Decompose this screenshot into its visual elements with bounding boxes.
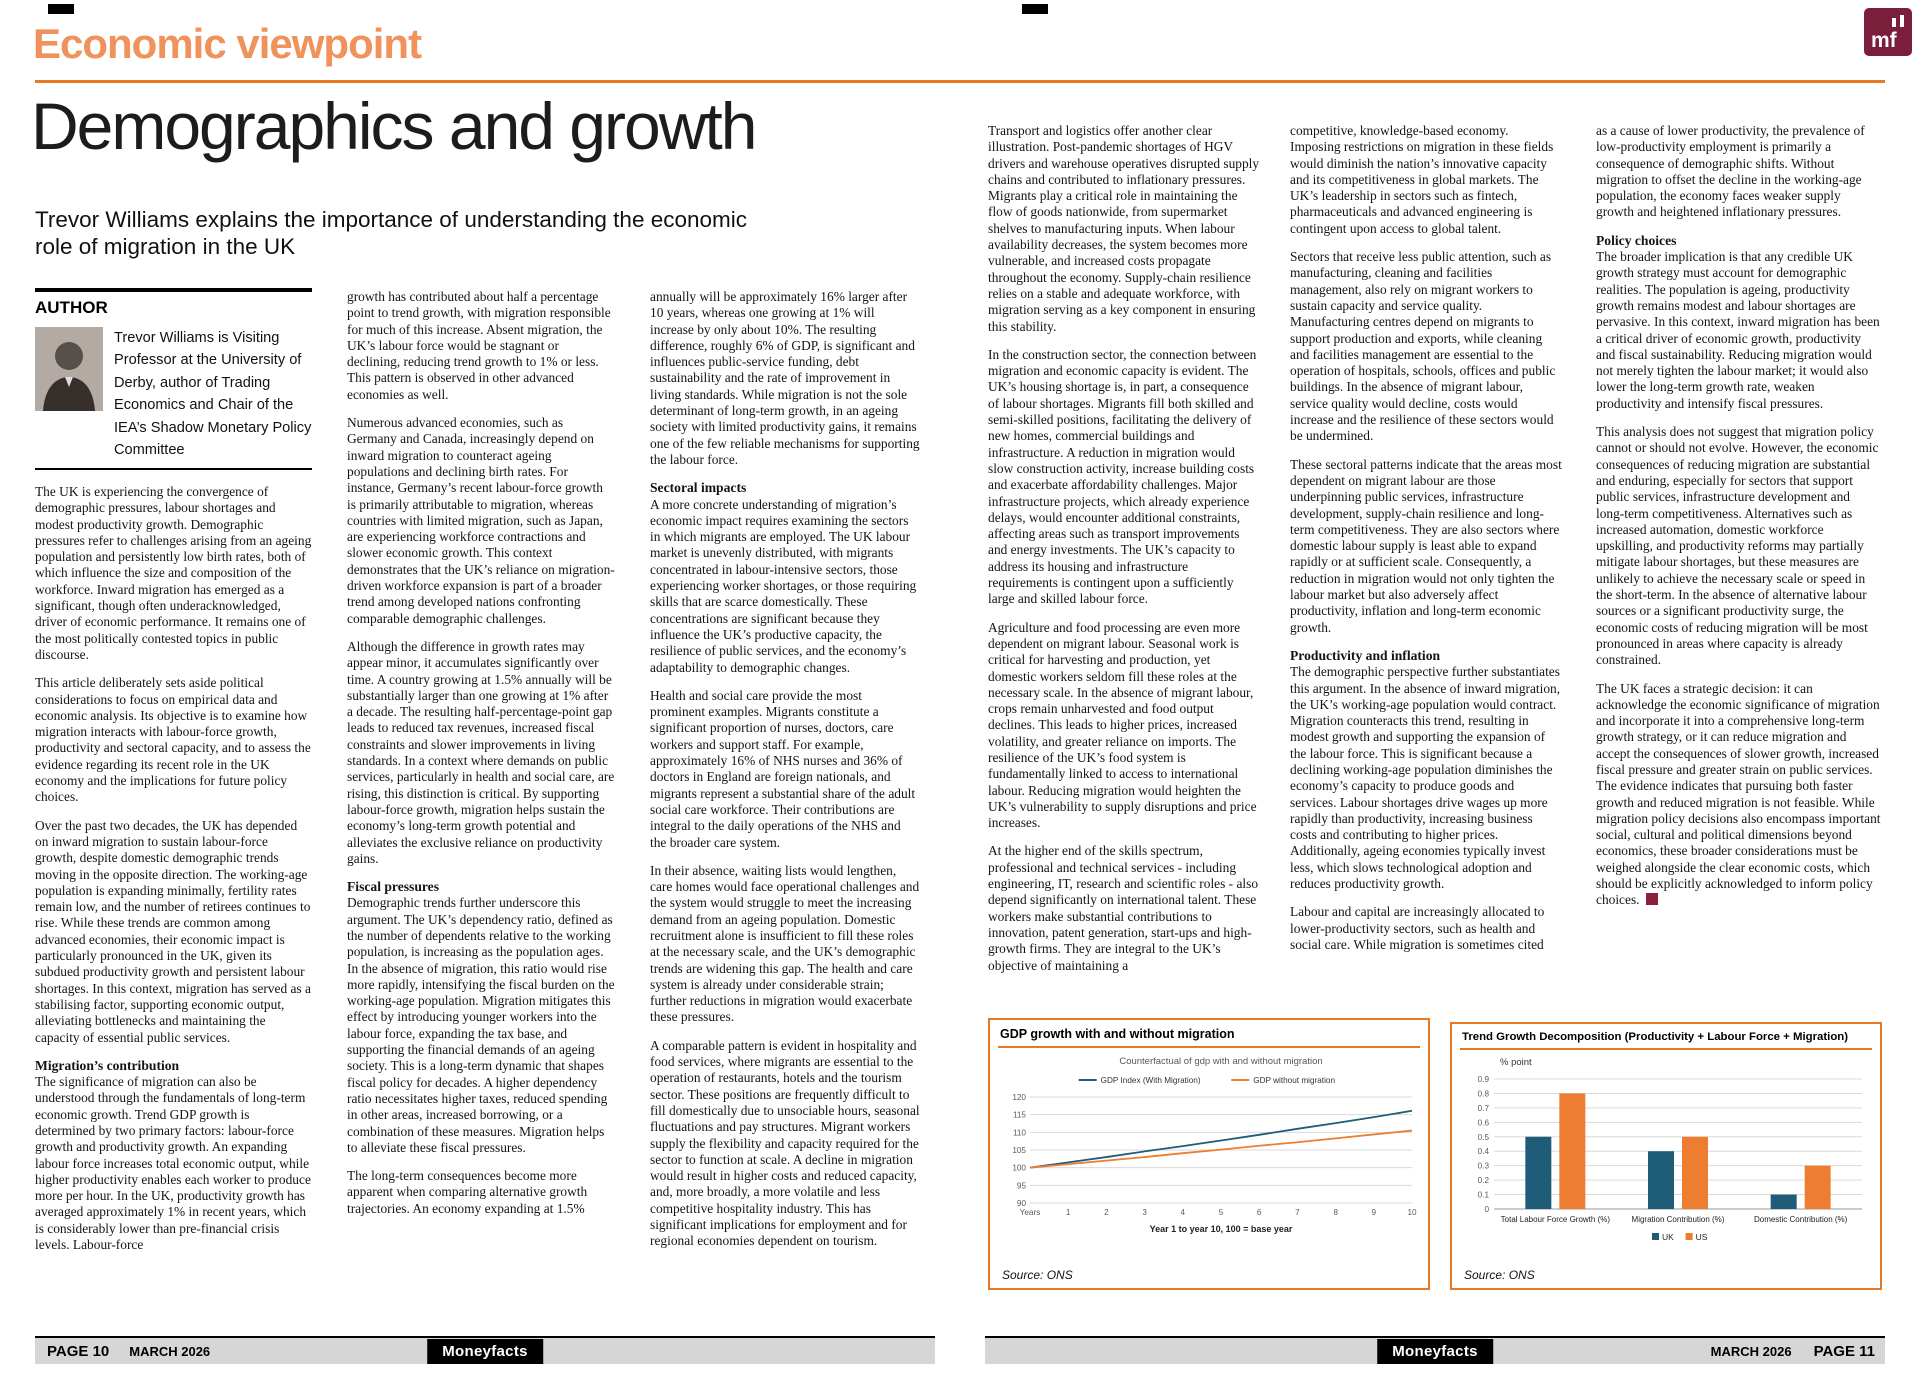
- masthead-rule: [35, 80, 1885, 83]
- svg-text:Counterfactual of gdp with and: Counterfactual of gdp with and without migration: [1119, 1056, 1323, 1067]
- article-paragraph: Numerous advanced economies, such as Germany and Canada, increasingly depend on inward migration to counteract ageing populations and declining birth rates. For instance, Germany’s recent labour-force growth is primarily attributable to migration, whereas countries with limited migration, such as Japan, are experiencing workforce contractions and slower economic growth. This context demonstrates that the UK’s reliance on migration-driven workforce expansion is part of a broader trend among developed nations confronting comparable demographic challenges.: [347, 415, 615, 626]
- svg-text:0.1: 0.1: [1477, 1190, 1489, 1200]
- svg-text:GDP Index (With Migration): GDP Index (With Migration): [1100, 1076, 1201, 1085]
- svg-text:95: 95: [1016, 1181, 1026, 1191]
- svg-text:UK: UK: [1662, 1232, 1674, 1242]
- trend-growth-bar-chart-panel: [1450, 1022, 1882, 1290]
- standfirst: Trevor Williams explains the importance of understanding the economic role of migration in the UK: [35, 207, 748, 259]
- svg-text:Years: Years: [1019, 1208, 1041, 1217]
- article-paragraph: In their absence, waiting lists would lengthen, care homes would face operational challenges and the system would struggle to meet the increasing demand from an ageing population. Domestic recruitment alone is insufficient to fill these roles at the necessary scale, and the UK’s demographic trends are widening this gap. The health and care system is already under considerable strain; further reductions in migration would exacerbate these pressures.: [650, 862, 920, 1025]
- article-paragraph: These sectoral patterns indicate that the areas most dependent on migrant labour are those underpinning public services, infrastructure development, supply-chain resilience and long-term competitiveness. They are also sectors where domestic labour supply is least able to expand rapidly or at sufficient scale. Consequently, a reduction in migration would not only tighten the labour market but also adversely affect productivity, inflation and long-term economic growth.: [1290, 456, 1562, 635]
- article-paragraph: The UK faces a strategic decision: it can acknowledge the economic significance of migration and incorporate it into a comprehensive long-term growth strategy, or it can reduce migration and accept the consequences of slower growth, increased fiscal pressure and greater strain on public services. The evidence indicates that pursuing both faster growth and reduced migration is not feasible. While migration policy decisions also encompass important social, cultural and political dimensions beyond economics, these broader considerations must be weighed alongside the clear economic costs, which should be explicitly acknowledged to inform policy choices.: [1596, 680, 1881, 908]
- article-column-4: [988, 123, 1260, 1015]
- issue-date: MARCH 2026: [129, 1343, 211, 1359]
- article-paragraph: A comparable pattern is evident in hospitality and food services, where migrants are essential to the operation of restaurants, hotels and the tourism sector. These positions are frequently difficult to fill domestically due to unsociable hours, seasonal fluctuations and pay structures. Migrant workers supply the flexibility and capacity required for the sector to function at scale. A decline in migration would result in higher costs and reduced capacity, and, more broadly, a more volatile and less competitive hospitality industry. This has significant implications for employment and for regional economies dependent on tourism.: [650, 1037, 920, 1249]
- svg-text:0.8: 0.8: [1477, 1089, 1489, 1099]
- line-chart-canvas: [996, 1051, 1422, 1249]
- svg-text:9: 9: [1371, 1208, 1377, 1217]
- article-paragraph: The long-term consequences become more apparent when comparing alternative growth trajectories. An economy expanding at 1.5%: [347, 1168, 588, 1216]
- article-subheading: Migration’s contribution: [35, 1057, 180, 1073]
- article-column-1: [35, 484, 312, 1330]
- svg-text:0.3: 0.3: [1477, 1161, 1489, 1171]
- issue-date: MARCH 2026: [1710, 1343, 1792, 1359]
- footer-left-page: [35, 1336, 935, 1364]
- svg-text:8: 8: [1333, 1208, 1338, 1217]
- moneyfacts-brand: Moneyfacts: [1377, 1339, 1493, 1364]
- article-paragraph: At the higher end of the skills spectrum, professional and technical services - including engineering, IT, research and scientific roles - also depend significantly on international talent. These workers make substantial contributions to innovation, patent generation, start-ups and high-growth firms. They are integral to the UK’s objective of maintaining a: [988, 843, 1259, 973]
- svg-text:90: 90: [1016, 1199, 1026, 1208]
- author-portrait-placeholder: [35, 327, 103, 411]
- page-number: PAGE 10: [47, 1342, 110, 1360]
- chart-source: Source: ONS: [1002, 1268, 1073, 1282]
- article-paragraph: Although the difference in growth rates may appear minor, it accumulates significantly over time. A country growing at 1.5% annually will be substantially larger than one growing at 1% after a decade. The resulting half-percentage-point gap leads to reduced tax revenues, increased fiscal constraints and slower improvements in living standards. In a context where demands on public services, particularly in health and social care, are rising, this distinction is critical. By supporting labour-force growth, migration helps sustain the economy’s long-term growth potential and alleviates the exclusive reliance on productivity gains.: [347, 638, 615, 866]
- svg-text:Migration Contribution (%): Migration Contribution (%): [1631, 1215, 1725, 1224]
- end-of-article-mark: [1646, 893, 1658, 905]
- article-paragraph: In the construction sector, the connection between migration and economic capacity is evident. The UK’s housing shortage is, in part, a consequence of labour shortages. Migrants fill both skilled and semi-skilled positions, facilitating the delivery of new homes, commercial buildings and infrastructure. A reduction in migration would slow construction activity, increase building costs and exacerbate affordability challenges. Major infrastructure projects, which already experience delays, would encounter additional constraints, affecting areas such as transport improvements and energy investments. The UK’s capacity to address its housing and infrastructure requirements is contingent upon a sufficiently large and skilled labour force.: [988, 346, 1257, 607]
- article-paragraph: Sectors that receive less public attention, such as manufacturing, cleaning and facilities management, also rely on migrant workers to sustain capacity and service quality. Manufacturing centres depend on migrants to support production and exports, while cleaning and facilities management are essential to the operation of hospitals, schools, offices and public buildings. In the absence of migrant labour, service quality would decline, costs would increase and the resilience of these sectors would be undermined.: [1290, 249, 1556, 444]
- article-paragraph: This article deliberately sets aside political considerations to focus on empirical data and economic analysis. Its objective is to examine how migration interacts with labour-force growth, productivity and sectoral capacity, and to assess the evidence regarding its recent role in the UK economy and the implications for future policy choices.: [35, 675, 311, 805]
- svg-text:0: 0: [1484, 1205, 1489, 1214]
- article-paragraph: Agriculture and food processing are even more dependent on migrant labour. Seasonal work is critical for harvesting and production, yet domestic workers seldom fill these roles at the necessary scale. In the absence of migrant labour, crops remain unharvested and food output declines. This leads to higher prices, increased volatility, and greater reliance on imports. The resilience of the UK’s food system is fundamentally linked to access to international labour. Reducing migration would heighten the UK’s vulnerability to supply disruptions and price increases.: [988, 619, 1257, 831]
- svg-text:0.4: 0.4: [1477, 1147, 1489, 1157]
- svg-text:GDP without migration: GDP without migration: [1253, 1076, 1336, 1085]
- article-paragraph: This analysis does not suggest that migration policy cannot or should not evolve. However, the economic consequences of reducing migration are substantial and enduring, especially for sectors that support public services, infrastructure development and long-term competitiveness. Alternatives such as increased automation, domestic workforce upskilling, and productivity reforms may partially mitigate labour shortages, but these measures are unlikely to achieve the necessary scale or speed in the short-term. In the absence of alternative labour sources or a significant productivity surge, the economic costs of reducing migration will be most pronounced in areas where capacity is already constrained.: [1596, 424, 1879, 668]
- svg-text:115: 115: [1012, 1110, 1026, 1120]
- article-column-5: [1290, 123, 1562, 1015]
- article-paragraph: Labour and capital are increasingly allocated to lower-productivity sectors, such as health and social care. While migration is sometimes cited: [1290, 904, 1545, 952]
- svg-text:0.5: 0.5: [1477, 1132, 1489, 1142]
- article-paragraph: Health and social care provide the most prominent examples. Migrants constitute a significant proportion of nurses, doctors, care workers and support staff. For example, approximately 16% of NHS nurses and 36% of doctors in England are foreign nationals, and migrants represent a substantial share of the adult social care workforce. Their contributions are integral to the daily operations of the NHS and the broader care system.: [650, 687, 916, 850]
- article-headline: Demographics and growth: [31, 89, 756, 163]
- article-subheading: Productivity and inflation: [1290, 647, 1441, 663]
- svg-text:120: 120: [1012, 1093, 1026, 1102]
- registration-mark: [48, 4, 74, 14]
- svg-text:Total Labour Force Growth (%): Total Labour Force Growth (%): [1500, 1215, 1611, 1224]
- article-column-6: [1596, 123, 1881, 1015]
- svg-text:110: 110: [1012, 1128, 1026, 1138]
- article-paragraph: The UK is experiencing the convergence of demographic pressures, labour shortages and modest productivity growth. Demographic pressures refer to challenges arising from an ageing population and persistently low birth rates, both of which influence the size and composition of the workforce. Inward migration has emerged as a significant, though often underacknowledged, driver of economic performance. It remains one of the most politically contested topics in public discourse.: [35, 484, 312, 662]
- article-paragraph: competitive, knowledge-based economy. Imposing restrictions on migration in these fields would diminish the nation’s innovative capacity and its competitiveness in global markets. The UK’s leadership in sectors such as fintech, pharmaceuticals and advanced engineering is contingent upon access to global talent.: [1290, 123, 1554, 236]
- registration-mark: [1022, 4, 1048, 14]
- article-paragraph: annually will be approximately 16% larger after 10 years, whereas one growing at 1% will increase by only about 10%. The resulting difference, roughly 6% of GDP, is significant and influences public-service funding, debt sustainability and the rate of improvement in living standards. While migration is not the sole determinant of long-term growth, in an ageing society with limited productivity gains, it remains one of the few reliable mechanisms for supporting the labour force.: [650, 289, 920, 467]
- mf-logo-text: mf: [1871, 29, 1897, 52]
- article-paragraph: Over the past two decades, the UK has depended on inward migration to sustain labour-force growth, despite domestic demographic trends moving in the opposite direction. The working-age population is expanding minimally, fertility rates remain low, and the number of retirees continues to rise. While these trends are common among advanced economies, their economic impact is particularly pronounced in the UK, given its subdued productivity growth and persistent labour shortages. In this context, migration has served as a stabilising factor, supporting economic output, alleviating bottlenecks and maintaining the capacity of essential public services.: [35, 817, 311, 1045]
- article-paragraph: growth has contributed about half a percentage point to trend growth, with migration responsible for much of this increase. Absent migration, the UK’s labour force would be stagnant or declining, reducing trend growth to 1% or less. This pattern is observed in other advanced economies as well.: [347, 289, 611, 402]
- moneyfacts-mf-logo: [1864, 8, 1912, 56]
- article-paragraph: The broader implication is that any credible UK growth strategy must account for demographic realities. The population is ageing, productivity growth remains modest and labour shortages are pervasive. In this context, inward migration has been a critical driver of economic growth, productivity and fiscal sustainability. Reducing migration would not merely tighten the labour market; it would also lower the long-term growth rate, weaken productivity and intensify fiscal pressures.: [1596, 249, 1880, 411]
- section-title: Economic viewpoint: [33, 20, 422, 67]
- svg-text:Year 1 to year 10, 100 = base: Year 1 to year 10, 100 = base year: [1149, 1224, 1293, 1234]
- author-photo: [35, 327, 103, 411]
- mf-logo-bar-icon: [1892, 18, 1896, 27]
- svg-text:0.2: 0.2: [1477, 1176, 1489, 1186]
- chart-title: Trend Growth Decomposition (Productivity + Labour Force + Migration): [1460, 1024, 1872, 1050]
- article-subheading: Policy choices: [1596, 232, 1677, 248]
- article-subheading: Sectoral impacts: [650, 480, 747, 496]
- svg-text:3: 3: [1142, 1208, 1147, 1217]
- article-subheading: Fiscal pressures: [347, 879, 440, 895]
- svg-text:10: 10: [1407, 1208, 1417, 1217]
- svg-text:105: 105: [1012, 1146, 1026, 1155]
- chart-source: Source: ONS: [1464, 1268, 1535, 1282]
- svg-text:2: 2: [1104, 1208, 1109, 1217]
- article-column-3: [650, 289, 920, 1330]
- chart-title: GDP growth with and without migration: [998, 1020, 1420, 1048]
- svg-text:4: 4: [1180, 1208, 1186, 1217]
- svg-text:0.6: 0.6: [1477, 1118, 1489, 1128]
- author-label: AUTHOR: [35, 298, 108, 317]
- svg-text:% point: % point: [1500, 1057, 1532, 1068]
- article-paragraph: The demographic perspective further substantiates this argument. In the absence of inward migration, the UK’s working-age population would contract. Migration counteracts this trend, resulting in modest growth and supporting the expansion of the labour force. This is significant because a declining working-age population diminishes the economy’s capacity to produce goods and services. Labour shortages drive wages up more rapidly than productivity, increasing business costs and contributing to higher prices. Additionally, ageing economies typically invest less, which slows technological adoption and reduces productivity growth.: [1290, 664, 1561, 892]
- article-paragraph: Transport and logistics offer another clear illustration. Post-pandemic shortages of HGV drivers and warehouse operatives disrupted supply chains and contributed to inflationary pressures. Migrants play a critical role in maintaining the flow of goods nationwide, from supermarket shelves to manufacturing inputs. When labour availability decreases, the system becomes more vulnerable, and increased costs propagate throughout the economy. Supply-chain resilience relies on a stable and adequate workforce, with migration serving as a key component in ensuring this stability.: [988, 123, 1260, 334]
- svg-text:0.7: 0.7: [1477, 1103, 1489, 1113]
- author-box: [35, 288, 312, 470]
- svg-text:Domestic Contribution (%): Domestic Contribution (%): [1753, 1215, 1848, 1224]
- article-column-2: [347, 289, 615, 1330]
- gdp-line-chart-panel: [988, 1018, 1430, 1290]
- author-bio: Trevor Williams is Visiting Professor at the University of Derby, author of Trading Economics and Chair of the IEA’s Shadow Monetary Policy Committee: [114, 330, 312, 459]
- mf-logo-bar-icon: [1900, 15, 1904, 27]
- moneyfacts-brand: Moneyfacts: [427, 1339, 543, 1364]
- article-paragraph: Demographic trends further underscore this argument. The UK’s dependency ratio, defined as the number of dependents relative to the working population, is increasing as the population ages. In the absence of migration, this ratio would rise more rapidly, intensifying the fiscal burden on the working-age population. Migration mitigates this effect by introducing younger workers into the labour force, expanding the tax base, and supporting the financial demands of an ageing society. This is a long-term dynamic that shapes fiscal policy for decades. A higher dependency ratio necessitates higher taxes, reduced spending in other areas, increased borrowing, or a combination of these measures. Migration helps to alleviate these fiscal pressures.: [347, 895, 615, 1155]
- article-paragraph: as a cause of lower productivity, the prevalence of low-productivity employment is primarily a consequence of demographic shifts. Without migration to offset the decline in the working-age population, the economy faces weaker supply growth and heightened inflationary pressures.: [1596, 123, 1865, 220]
- svg-text:100: 100: [1012, 1163, 1026, 1173]
- page-number: PAGE 11: [1813, 1342, 1875, 1360]
- svg-text:7: 7: [1295, 1208, 1300, 1217]
- footer-right-page: [985, 1336, 1885, 1364]
- svg-text:5: 5: [1218, 1208, 1224, 1217]
- article-paragraph: A more concrete understanding of migration’s economic impact requires examining the sectors in which migrants are employed. The UK labour market is unevenly distributed, with migrants concentrated in labour-intensive sectors, those experiencing worker shortages, or those requiring skills that are scarce domestically. These concentrations are significant because they influence the UK’s productive capacity, the resilience of public services, and the economy’s adaptability to demographic changes.: [650, 496, 917, 675]
- svg-text:0.9: 0.9: [1477, 1075, 1489, 1084]
- svg-text:6: 6: [1256, 1208, 1262, 1217]
- svg-text:1: 1: [1065, 1208, 1071, 1217]
- svg-text:US: US: [1695, 1232, 1708, 1242]
- bar-chart-canvas: [1458, 1053, 1874, 1253]
- article-paragraph: The significance of migration can also be understood through the fundamentals of long-term economic growth. Trend GDP growth is determined by two primary factors: labour-force growth and productivity growth. An expanding labour force increases total economic output, while higher productivity enables each worker to produce more per hour. In the UK, productivity growth has averaged approximately 1% in recent years, which is considerably lower than pre-financial crisis levels. Labour-force: [35, 1074, 311, 1253]
